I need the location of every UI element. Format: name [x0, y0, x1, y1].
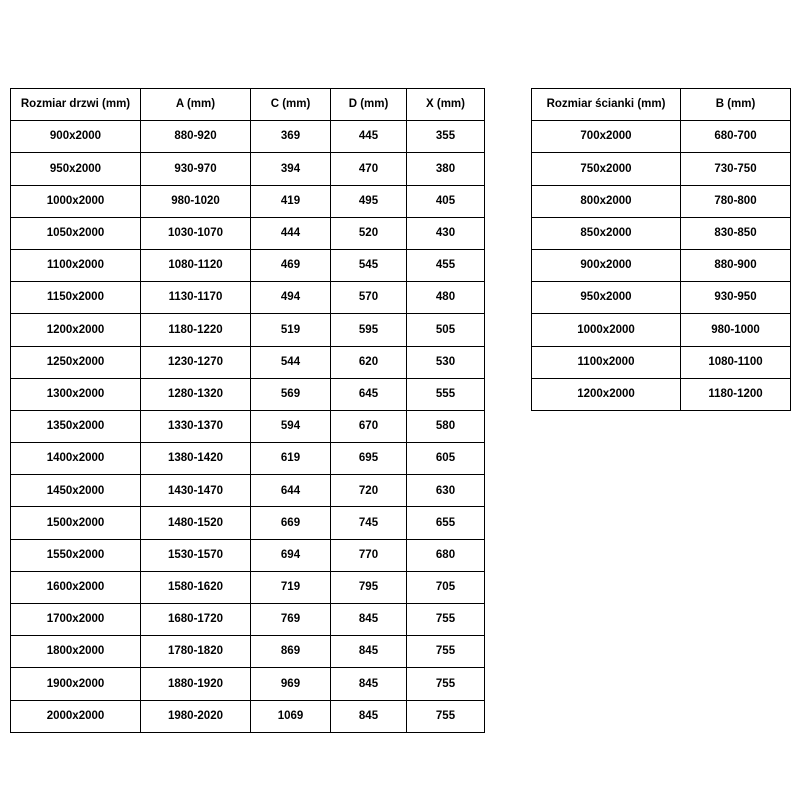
table-row [11, 443, 485, 475]
table-row [11, 346, 485, 378]
table-row [11, 636, 485, 668]
cell-d: 845 [331, 668, 407, 700]
column-header-x: X (mm) [407, 89, 485, 121]
table-row [11, 668, 485, 700]
cell-door-size: 1400x2000 [11, 443, 141, 475]
cell-a: 1280-1320 [141, 378, 251, 410]
cell-wall-size: 800x2000 [532, 185, 681, 217]
cell-a: 1680-1720 [141, 604, 251, 636]
cell-a: 1480-1520 [141, 507, 251, 539]
cell-a: 1530-1570 [141, 539, 251, 571]
cell-d: 745 [331, 507, 407, 539]
table-row [11, 185, 485, 217]
cell-door-size: 1300x2000 [11, 378, 141, 410]
cell-c: 444 [251, 217, 331, 249]
cell-b: 930-950 [681, 282, 791, 314]
cell-c: 619 [251, 443, 331, 475]
cell-wall-size: 750x2000 [532, 153, 681, 185]
cell-d: 495 [331, 185, 407, 217]
cell-x: 380 [407, 153, 485, 185]
table-row [11, 282, 485, 314]
cell-d: 845 [331, 636, 407, 668]
cell-c: 694 [251, 539, 331, 571]
cell-wall-size: 950x2000 [532, 282, 681, 314]
column-header-wall-size: Rozmiar ścianki (mm) [532, 89, 681, 121]
cell-x: 755 [407, 636, 485, 668]
cell-b: 780-800 [681, 185, 791, 217]
cell-b: 830-850 [681, 217, 791, 249]
cell-x: 505 [407, 314, 485, 346]
cell-c: 569 [251, 378, 331, 410]
cell-b: 680-700 [681, 121, 791, 153]
cell-door-size: 1550x2000 [11, 539, 141, 571]
table-row [532, 282, 791, 314]
cell-a: 1230-1270 [141, 346, 251, 378]
cell-x: 580 [407, 410, 485, 442]
table-row [532, 217, 791, 249]
wall-table-body [532, 121, 791, 411]
table-row [532, 249, 791, 281]
cell-c: 969 [251, 668, 331, 700]
wall-table-head [532, 89, 791, 121]
cell-c: 719 [251, 571, 331, 603]
cell-x: 555 [407, 378, 485, 410]
cell-c: 869 [251, 636, 331, 668]
cell-d: 570 [331, 282, 407, 314]
cell-c: 494 [251, 282, 331, 314]
cell-a: 1130-1170 [141, 282, 251, 314]
cell-x: 455 [407, 249, 485, 281]
cell-wall-size: 1100x2000 [532, 346, 681, 378]
cell-door-size: 1600x2000 [11, 571, 141, 603]
cell-d: 645 [331, 378, 407, 410]
wall-size-table [531, 88, 791, 411]
cell-d: 670 [331, 410, 407, 442]
table-row [532, 153, 791, 185]
table-row [11, 475, 485, 507]
cell-d: 845 [331, 700, 407, 732]
cell-d: 520 [331, 217, 407, 249]
cell-a: 980-1020 [141, 185, 251, 217]
cell-door-size: 1050x2000 [11, 217, 141, 249]
cell-c: 769 [251, 604, 331, 636]
table-row [11, 507, 485, 539]
table-row [11, 378, 485, 410]
table-row [11, 217, 485, 249]
cell-door-size: 950x2000 [11, 153, 141, 185]
cell-b: 1180-1200 [681, 378, 791, 410]
cell-x: 755 [407, 668, 485, 700]
column-header-b: B (mm) [681, 89, 791, 121]
table-row [11, 410, 485, 442]
cell-a: 1430-1470 [141, 475, 251, 507]
cell-c: 544 [251, 346, 331, 378]
cell-a: 1030-1070 [141, 217, 251, 249]
cell-b: 980-1000 [681, 314, 791, 346]
cell-a: 1880-1920 [141, 668, 251, 700]
table-row [11, 700, 485, 732]
table-row [11, 153, 485, 185]
cell-d: 845 [331, 604, 407, 636]
cell-door-size: 1500x2000 [11, 507, 141, 539]
table-row [11, 314, 485, 346]
cell-a: 1380-1420 [141, 443, 251, 475]
cell-x: 705 [407, 571, 485, 603]
cell-b: 730-750 [681, 153, 791, 185]
column-header-d: D (mm) [331, 89, 407, 121]
column-header-door-size: Rozmiar drzwi (mm) [11, 89, 141, 121]
cell-x: 755 [407, 604, 485, 636]
cell-door-size: 2000x2000 [11, 700, 141, 732]
cell-a: 930-970 [141, 153, 251, 185]
cell-b: 1080-1100 [681, 346, 791, 378]
cell-x: 405 [407, 185, 485, 217]
cell-door-size: 1350x2000 [11, 410, 141, 442]
door-table-body [11, 121, 485, 733]
cell-c: 669 [251, 507, 331, 539]
cell-d: 770 [331, 539, 407, 571]
cell-a: 1780-1820 [141, 636, 251, 668]
cell-a: 1580-1620 [141, 571, 251, 603]
table-header-row [11, 89, 485, 121]
cell-c: 519 [251, 314, 331, 346]
cell-x: 655 [407, 507, 485, 539]
cell-d: 595 [331, 314, 407, 346]
table-header-row [532, 89, 791, 121]
cell-wall-size: 850x2000 [532, 217, 681, 249]
cell-b: 880-900 [681, 249, 791, 281]
table-row [11, 249, 485, 281]
cell-a: 1080-1120 [141, 249, 251, 281]
table-row [11, 539, 485, 571]
table-row [11, 604, 485, 636]
cell-a: 1330-1370 [141, 410, 251, 442]
cell-c: 369 [251, 121, 331, 153]
cell-c: 644 [251, 475, 331, 507]
cell-x: 530 [407, 346, 485, 378]
cell-d: 545 [331, 249, 407, 281]
cell-x: 480 [407, 282, 485, 314]
cell-d: 795 [331, 571, 407, 603]
cell-c: 469 [251, 249, 331, 281]
cell-door-size: 1200x2000 [11, 314, 141, 346]
table-row [532, 314, 791, 346]
cell-door-size: 1800x2000 [11, 636, 141, 668]
cell-x: 605 [407, 443, 485, 475]
door-size-table [10, 88, 485, 733]
cell-door-size: 1450x2000 [11, 475, 141, 507]
table-row [532, 121, 791, 153]
cell-d: 445 [331, 121, 407, 153]
cell-a: 1180-1220 [141, 314, 251, 346]
cell-x: 630 [407, 475, 485, 507]
table-row [532, 346, 791, 378]
column-header-a: A (mm) [141, 89, 251, 121]
cell-door-size: 1000x2000 [11, 185, 141, 217]
table-row [11, 571, 485, 603]
cell-a: 1980-2020 [141, 700, 251, 732]
cell-wall-size: 900x2000 [532, 249, 681, 281]
cell-a: 880-920 [141, 121, 251, 153]
table-row [532, 378, 791, 410]
cell-c: 1069 [251, 700, 331, 732]
cell-c: 419 [251, 185, 331, 217]
cell-d: 620 [331, 346, 407, 378]
cell-door-size: 1700x2000 [11, 604, 141, 636]
cell-x: 680 [407, 539, 485, 571]
cell-c: 594 [251, 410, 331, 442]
cell-door-size: 900x2000 [11, 121, 141, 153]
cell-wall-size: 1000x2000 [532, 314, 681, 346]
cell-wall-size: 1200x2000 [532, 378, 681, 410]
door-table-head [11, 89, 485, 121]
cell-x: 755 [407, 700, 485, 732]
table-row [11, 121, 485, 153]
cell-door-size: 1900x2000 [11, 668, 141, 700]
table-row [532, 185, 791, 217]
cell-d: 720 [331, 475, 407, 507]
cell-wall-size: 700x2000 [532, 121, 681, 153]
cell-x: 430 [407, 217, 485, 249]
cell-d: 470 [331, 153, 407, 185]
cell-door-size: 1150x2000 [11, 282, 141, 314]
cell-c: 394 [251, 153, 331, 185]
cell-door-size: 1250x2000 [11, 346, 141, 378]
column-header-c: C (mm) [251, 89, 331, 121]
cell-d: 695 [331, 443, 407, 475]
cell-x: 355 [407, 121, 485, 153]
cell-door-size: 1100x2000 [11, 249, 141, 281]
